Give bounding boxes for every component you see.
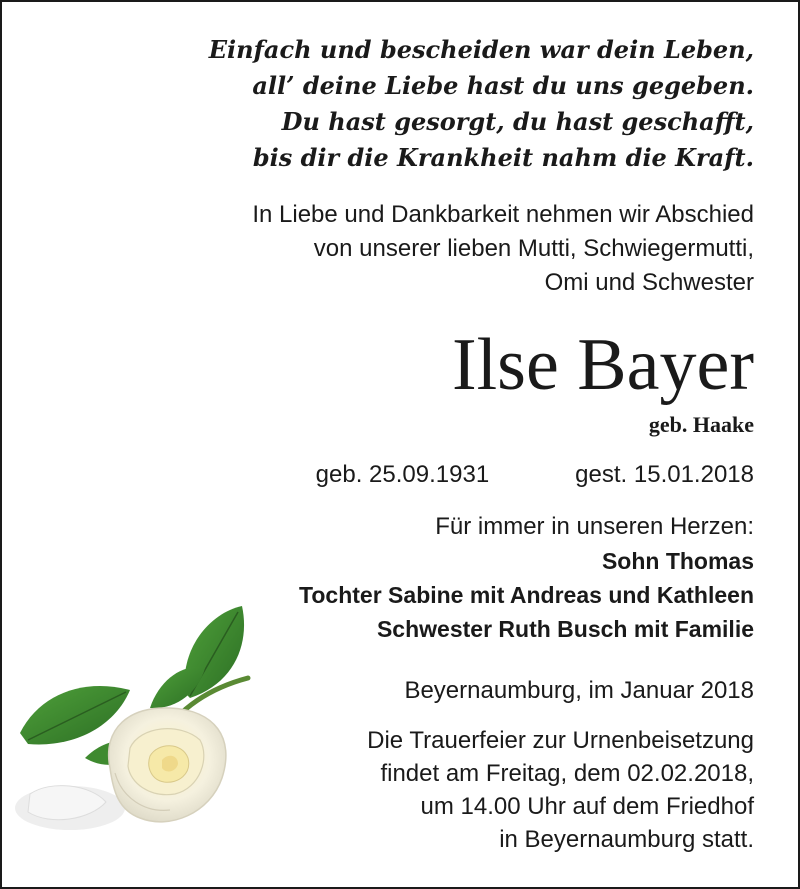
birth-date: geb. 25.09.1931 xyxy=(315,461,490,488)
funeral-line: um 14.00 Uhr auf dem Friedhof xyxy=(420,793,754,820)
mourners-heading: Für immer in unseren Herzen: xyxy=(435,513,754,540)
funeral-line: findet am Freitag, dem 02.02.2018, xyxy=(380,760,754,787)
place-date: Beyernaumburg, im Januar 2018 xyxy=(404,677,754,704)
mourner-name: Schwester Ruth Busch mit Familie xyxy=(376,616,754,642)
poem-line: Du hast gesorgt, du hast geschafft, xyxy=(281,107,754,136)
intro-line: Omi und Schwester xyxy=(544,269,754,296)
white-rose-icon xyxy=(10,598,280,848)
mourner-name: Tochter Sabine mit Andreas und Kathleen xyxy=(299,582,754,608)
funeral-line: in Beyernaumburg statt. xyxy=(499,826,754,853)
life-dates xyxy=(316,458,754,492)
maiden-name: geb. Haake xyxy=(648,412,754,437)
intro-line: von unserer lieben Mutti, Schwiegermutti, xyxy=(313,235,754,262)
mourners-list xyxy=(299,544,754,646)
poem-line: Einfach und bescheiden war dein Leben, xyxy=(208,35,754,64)
poem-line: bis dir die Krankheit nahm die Kraft. xyxy=(252,143,754,172)
intro-line: In Liebe und Dankbarkeit nehmen wir Abschied xyxy=(252,201,754,228)
deceased-name: Ilse Bayer xyxy=(451,324,754,406)
funeral-info xyxy=(367,724,754,856)
funeral-line: Die Trauerfeier zur Urnenbeisetzung xyxy=(367,727,754,754)
poem xyxy=(209,32,754,176)
poem-line: all’ deine Liebe hast du uns gegeben. xyxy=(252,71,754,100)
farewell-intro xyxy=(252,198,754,300)
death-date: gest. 15.01.2018 xyxy=(575,461,754,488)
mourner-name: Sohn Thomas xyxy=(601,548,754,574)
